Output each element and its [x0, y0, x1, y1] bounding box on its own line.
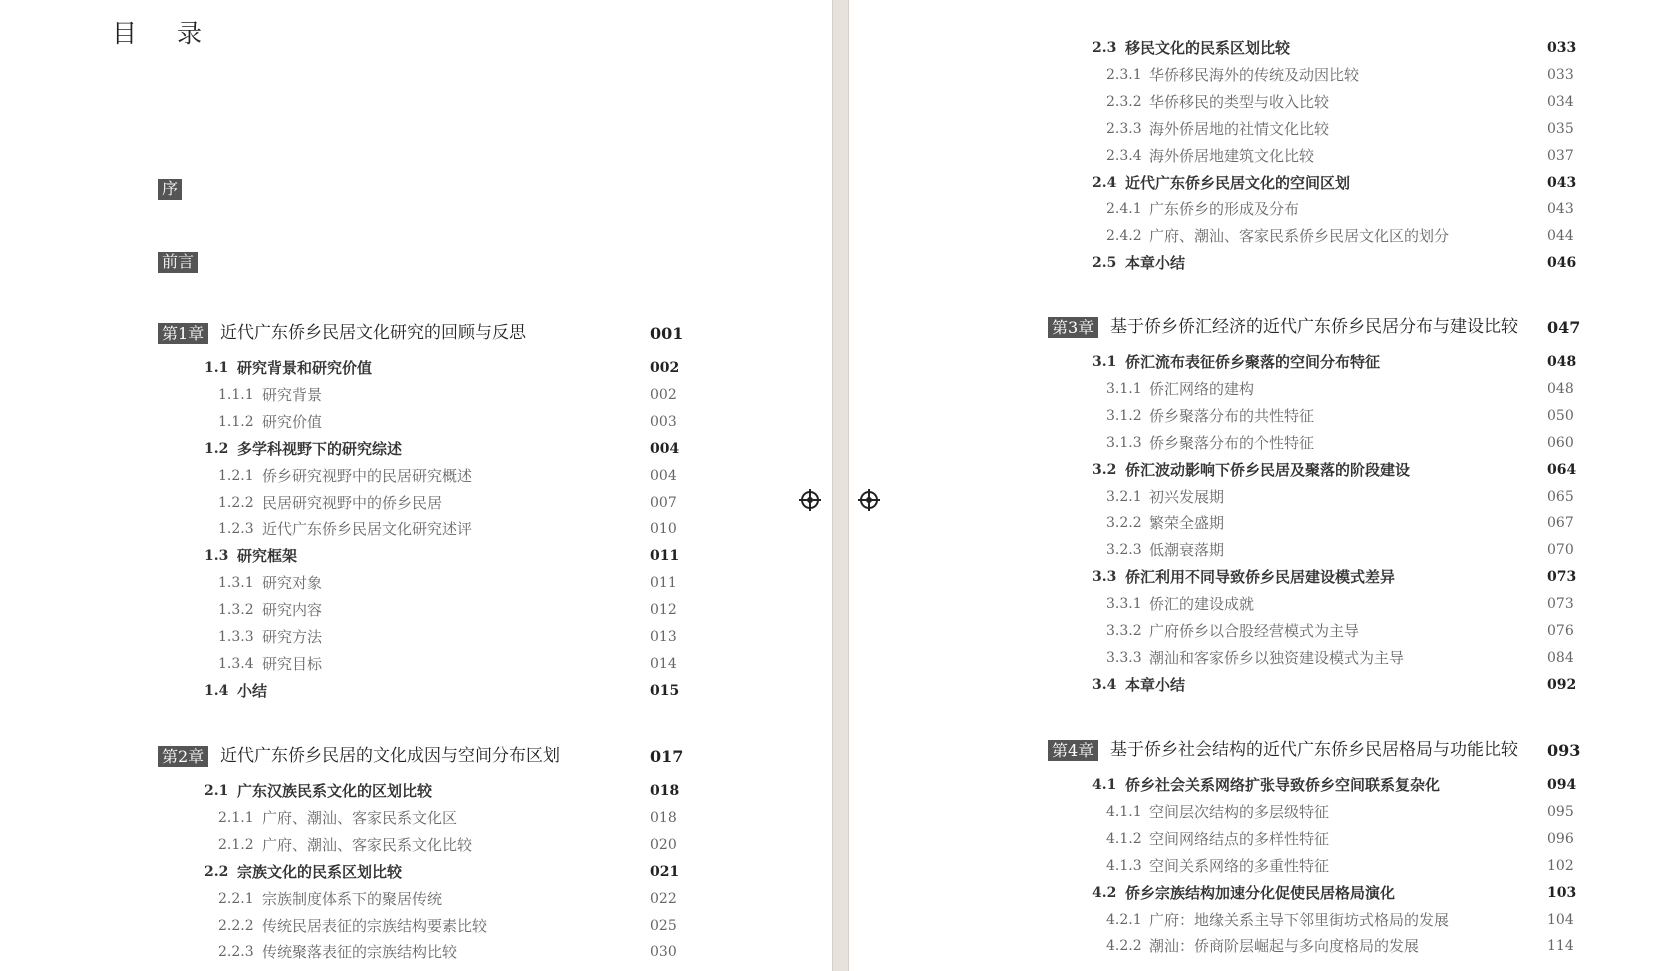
section-title: 宗族制度体系下的聚居传统	[262, 889, 443, 908]
toc-subsection[interactable]	[1048, 936, 1587, 956]
section-number: 4.2.2	[1106, 938, 1142, 955]
toc-section[interactable]	[1048, 253, 1587, 273]
toc-section[interactable]	[1048, 675, 1587, 695]
section-title: 研究对象	[262, 574, 323, 593]
section-number: 3.3.2	[1106, 623, 1142, 639]
toc-subsection[interactable]	[1048, 433, 1587, 453]
section-title: 移民文化的民系区划比较	[1125, 39, 1291, 57]
section-number: 1.3	[204, 548, 229, 565]
section-title: 海外侨居地建筑文化比较	[1149, 146, 1315, 165]
toc-subsection[interactable]	[158, 573, 690, 593]
section-number: 2.5	[1092, 255, 1117, 272]
toc-section[interactable]	[1048, 775, 1587, 795]
page-number: 093	[1547, 741, 1581, 760]
page-number: 021	[650, 863, 680, 880]
chapter-badge: 第2章	[158, 746, 208, 767]
page-number: 048	[1547, 380, 1574, 397]
section-title: 本章小结	[1125, 254, 1186, 273]
section-number: 3.3	[1092, 569, 1117, 586]
section-title: 研究框架	[237, 547, 298, 566]
section-number: 1.3.1	[218, 575, 254, 592]
section-number: 3.1	[1092, 354, 1117, 370]
section-title: 侨乡社会关系网络扩张导致侨乡空间联系复杂化	[1125, 776, 1441, 794]
section-number: 4.1.3	[1106, 857, 1142, 874]
section-number: 3.1.2	[1106, 407, 1142, 424]
page-number: 012	[650, 602, 677, 619]
toc-subsection[interactable]	[1048, 487, 1587, 507]
section-title: 华侨移民海外的传统及动因比较	[1149, 65, 1360, 84]
section-title: 多学科视野下的研究综述	[237, 439, 403, 458]
toc-section[interactable]	[1048, 173, 1587, 193]
foreword-tag[interactable]: 前言	[158, 252, 198, 273]
toc-subsection[interactable]	[1048, 856, 1587, 876]
page-number: 001	[650, 324, 684, 343]
section-title: 海外侨居地的社情文化比较	[1149, 119, 1330, 138]
toc-subsection[interactable]	[158, 889, 690, 909]
page-number: 025	[650, 917, 677, 934]
section-number: 1.1.2	[218, 413, 254, 430]
section-number: 3.3.1	[1106, 596, 1142, 613]
toc-subsection[interactable]	[1048, 513, 1587, 533]
section-number: 1.2	[204, 440, 229, 457]
page-number: 002	[650, 360, 680, 376]
toc-subsection[interactable]	[1048, 406, 1587, 426]
toc-subsection[interactable]	[1048, 379, 1587, 399]
section-title: 研究背景	[262, 385, 323, 404]
chapter-title: 基于侨乡侨汇经济的近代广东侨乡民居分布与建设比较	[1110, 317, 1518, 337]
chapter-badge: 第3章	[1048, 317, 1098, 338]
section-number: 1.1.1	[218, 386, 254, 403]
section-title: 研究方法	[262, 628, 323, 646]
toc-section[interactable]	[158, 681, 690, 701]
section-number: 4.1.2	[1106, 830, 1142, 847]
toc-section[interactable]	[158, 439, 690, 459]
section-title: 侨乡研究视野中的民居研究概述	[262, 466, 473, 485]
page-number: 014	[650, 655, 677, 672]
page-number: 096	[1547, 830, 1574, 847]
page-number: 017	[650, 747, 684, 766]
page-number: 095	[1547, 803, 1574, 820]
section-number: 2.2.1	[218, 890, 254, 907]
page-number: 010	[650, 521, 677, 538]
toc-subsection[interactable]	[158, 942, 690, 962]
section-number: 2.2	[204, 863, 229, 880]
toc-subsection[interactable]	[158, 519, 690, 539]
section-title: 研究背景和研究价值	[237, 359, 373, 377]
page-number: 011	[650, 575, 677, 592]
section-title: 广东侨乡的形成及分布	[1149, 200, 1300, 219]
section-number: 2.3	[1092, 40, 1117, 56]
toc-section[interactable]	[158, 358, 690, 378]
page-number: 018	[650, 783, 680, 799]
toc-subsection[interactable]	[1048, 802, 1587, 822]
section-number: 2.1.2	[218, 836, 254, 853]
page-number: 018	[650, 809, 677, 826]
page-number: 004	[650, 440, 680, 457]
page-number: 007	[650, 494, 677, 511]
section-number: 2.4.1	[1106, 201, 1142, 218]
section-number: 3.2.2	[1106, 515, 1142, 532]
toc-subsection[interactable]	[158, 916, 690, 936]
page-title: 目 录	[112, 19, 218, 48]
page-number: 004	[650, 467, 677, 484]
section-title: 本章小结	[1125, 675, 1186, 694]
section-title: 广东汉族民系文化的区划比较	[237, 782, 433, 800]
toc-subsection[interactable]	[1048, 594, 1587, 614]
page-number: 033	[1547, 66, 1574, 83]
section-number: 1.2.2	[218, 494, 254, 511]
section-number: 1.2.1	[218, 467, 254, 484]
page-number: 044	[1547, 228, 1574, 245]
toc-subsection[interactable]	[1048, 910, 1587, 930]
page-number: 011	[650, 548, 680, 565]
book-gutter	[832, 0, 849, 971]
page-number: 070	[1547, 542, 1574, 559]
section-title: 广府侨乡以合股经营模式为主导	[1149, 622, 1360, 640]
page-number: 073	[1547, 596, 1574, 613]
toc-subsection[interactable]	[158, 466, 690, 486]
section-title: 侨汇的建设成就	[1149, 595, 1255, 614]
page-number: 064	[1547, 461, 1577, 478]
page-number: 030	[650, 944, 677, 961]
toc-subsection[interactable]	[1048, 540, 1587, 560]
toc-subsection[interactable]	[1048, 829, 1587, 849]
section-number: 2.4	[1092, 174, 1117, 191]
section-title: 潮汕和客家侨乡以独资建设模式为主导	[1149, 648, 1405, 667]
section-title: 初兴发展期	[1149, 487, 1225, 506]
section-title: 侨汇流布表征侨乡聚落的空间分布特征	[1125, 353, 1381, 371]
section-title: 宗族文化的民系区划比较	[237, 862, 403, 881]
section-number: 1.1	[204, 360, 229, 376]
section-number: 2.3.1	[1106, 66, 1142, 83]
toc-section[interactable]	[1048, 460, 1587, 480]
page-number: 034	[1547, 93, 1574, 110]
section-number: 4.2.1	[1106, 911, 1142, 928]
toc-subsection[interactable]	[1048, 119, 1587, 139]
chapter-title: 近代广东侨乡民居的文化成因与空间分布区划	[220, 746, 560, 766]
page-number: 092	[1547, 676, 1577, 693]
page-number: 022	[650, 890, 677, 907]
page-number: 013	[650, 629, 677, 645]
section-title: 空间层次结构的多层级特征	[1149, 802, 1330, 821]
toc-subsection[interactable]	[158, 835, 690, 855]
section-title: 广府、潮汕、客家民系文化比较	[262, 835, 473, 854]
crosshair-icon[interactable]	[801, 491, 819, 509]
section-title: 近代广东侨乡民居文化的空间区划	[1125, 173, 1351, 192]
toc-subsection[interactable]	[158, 654, 690, 674]
page-number: 084	[1547, 649, 1574, 666]
section-title: 研究内容	[262, 601, 323, 620]
section-title: 侨汇利用不同导致侨乡民居建设模式差异	[1125, 568, 1396, 587]
section-title: 侨乡聚落分布的共性特征	[1149, 406, 1315, 425]
section-number: 2.4.2	[1106, 228, 1142, 245]
page-number: 046	[1547, 255, 1577, 272]
section-number: 4.1	[1092, 777, 1117, 793]
page-number: 067	[1547, 515, 1574, 532]
section-title: 繁荣全盛期	[1149, 514, 1225, 533]
left-page	[0, 0, 832, 971]
section-number: 4.2	[1092, 884, 1117, 901]
toc-subsection[interactable]	[158, 600, 690, 620]
toc-subsection[interactable]	[1048, 199, 1587, 219]
section-title: 传统民居表征的宗族结构要素比较	[262, 916, 488, 935]
section-title: 小结	[237, 681, 268, 700]
section-number: 3.2.1	[1106, 488, 1142, 505]
toc-chapter[interactable]	[158, 323, 690, 343]
section-title: 低潮衰落期	[1149, 541, 1225, 560]
section-title: 广府：地缘关系主导下邻里街坊式格局的发展	[1149, 910, 1450, 929]
section-title: 传统聚落表征的宗族结构比较	[262, 943, 458, 962]
page-number: 060	[1547, 434, 1574, 451]
section-title: 空间网络结点的多样性特征	[1149, 829, 1330, 848]
section-title: 侨乡宗族结构加速分化促使民居格局演化	[1125, 883, 1396, 902]
section-number: 1.2.3	[218, 521, 254, 538]
section-number: 3.2	[1092, 461, 1117, 478]
section-number: 2.3.4	[1106, 147, 1142, 164]
section-number: 2.1	[204, 783, 229, 799]
page-number: 073	[1547, 569, 1577, 586]
toc-subsection[interactable]	[1048, 92, 1587, 112]
chapter-badge: 第4章	[1048, 740, 1098, 761]
chapter-title: 基于侨乡社会结构的近代广东侨乡民居格局与功能比较	[1110, 740, 1518, 760]
section-number: 3.3.3	[1106, 649, 1142, 666]
toc-subsection[interactable]	[1048, 65, 1587, 85]
chapter-title: 近代广东侨乡民居文化研究的回顾与反思	[220, 323, 526, 343]
page-number: 047	[1547, 318, 1581, 337]
section-title: 研究目标	[262, 654, 323, 673]
toc-section[interactable]	[1048, 567, 1587, 587]
section-number: 3.2.3	[1106, 542, 1142, 559]
section-title: 华侨移民的类型与收入比较	[1149, 92, 1330, 111]
page-number: 050	[1547, 407, 1574, 424]
page-number: 102	[1547, 857, 1574, 874]
toc-subsection[interactable]	[158, 385, 690, 405]
page-number: 104	[1547, 911, 1574, 928]
section-title: 广府、潮汕、客家民系文化区	[262, 808, 458, 827]
section-title: 研究价值	[262, 412, 323, 431]
section-title: 侨汇波动影响下侨乡民居及聚落的阶段建设	[1125, 460, 1411, 479]
page-number: 002	[650, 386, 677, 403]
page-number: 043	[1547, 174, 1577, 191]
page-number: 033	[1547, 40, 1577, 56]
page-number: 037	[1547, 147, 1574, 164]
right-page	[849, 0, 1679, 971]
section-number: 3.1.3	[1106, 434, 1142, 451]
chapter-badge: 第1章	[158, 323, 208, 344]
section-title: 广府、潮汕、客家民系侨乡民居文化区的划分	[1149, 227, 1450, 246]
section-number: 2.2.2	[218, 917, 254, 934]
section-number: 3.4	[1092, 676, 1117, 693]
page-number: 076	[1547, 623, 1574, 639]
section-number: 4.1.1	[1106, 803, 1142, 820]
page-number: 003	[650, 413, 677, 430]
toc-section[interactable]	[1048, 38, 1587, 58]
section-title: 潮汕：侨商阶层崛起与多向度格局的发展	[1149, 937, 1420, 956]
toc-section[interactable]	[158, 862, 690, 882]
toc-section[interactable]	[1048, 352, 1587, 372]
section-number: 1.4	[204, 682, 229, 699]
section-number: 2.1.1	[218, 809, 254, 826]
section-number: 3.1.1	[1106, 380, 1142, 397]
section-number: 2.2.3	[218, 944, 254, 961]
section-number: 1.3.2	[218, 602, 254, 619]
page-number: 103	[1547, 884, 1577, 901]
toc-subsection[interactable]	[1048, 648, 1587, 668]
toc-subsection[interactable]	[1048, 146, 1587, 166]
page-number: 094	[1547, 777, 1577, 793]
toc-section[interactable]	[158, 546, 690, 566]
toc-subsection[interactable]	[158, 627, 690, 647]
toc-section[interactable]	[158, 781, 690, 801]
preface-tag[interactable]: 序	[158, 179, 182, 200]
toc-chapter[interactable]	[1048, 740, 1587, 760]
section-title: 民居研究视野中的侨乡民居	[262, 493, 443, 512]
page-number: 020	[650, 836, 677, 853]
page-number: 035	[1547, 120, 1574, 137]
page-number: 065	[1547, 488, 1574, 505]
section-number: 2.3.3	[1106, 120, 1142, 137]
section-number: 1.3.3	[218, 629, 254, 645]
toc-chapter[interactable]	[158, 746, 690, 766]
toc-subsection[interactable]	[1048, 621, 1587, 641]
page-number: 114	[1547, 938, 1574, 955]
page-number: 015	[650, 682, 680, 699]
crosshair-icon[interactable]	[860, 491, 878, 509]
toc-subsection[interactable]	[1048, 226, 1587, 246]
toc-section[interactable]	[1048, 883, 1587, 903]
page-number: 043	[1547, 201, 1574, 218]
section-title: 侨乡聚落分布的个性特征	[1149, 433, 1315, 452]
page-number: 048	[1547, 354, 1577, 370]
toc-subsection[interactable]	[158, 412, 690, 432]
section-number: 2.3.2	[1106, 93, 1142, 110]
toc-chapter[interactable]	[1048, 317, 1587, 337]
section-title: 近代广东侨乡民居文化研究述评	[262, 520, 473, 539]
section-title: 空间关系网络的多重性特征	[1149, 856, 1330, 875]
toc-subsection[interactable]	[158, 808, 690, 828]
toc-subsection[interactable]	[158, 493, 690, 513]
section-number: 1.3.4	[218, 655, 254, 672]
section-title: 侨汇网络的建构	[1149, 379, 1255, 398]
